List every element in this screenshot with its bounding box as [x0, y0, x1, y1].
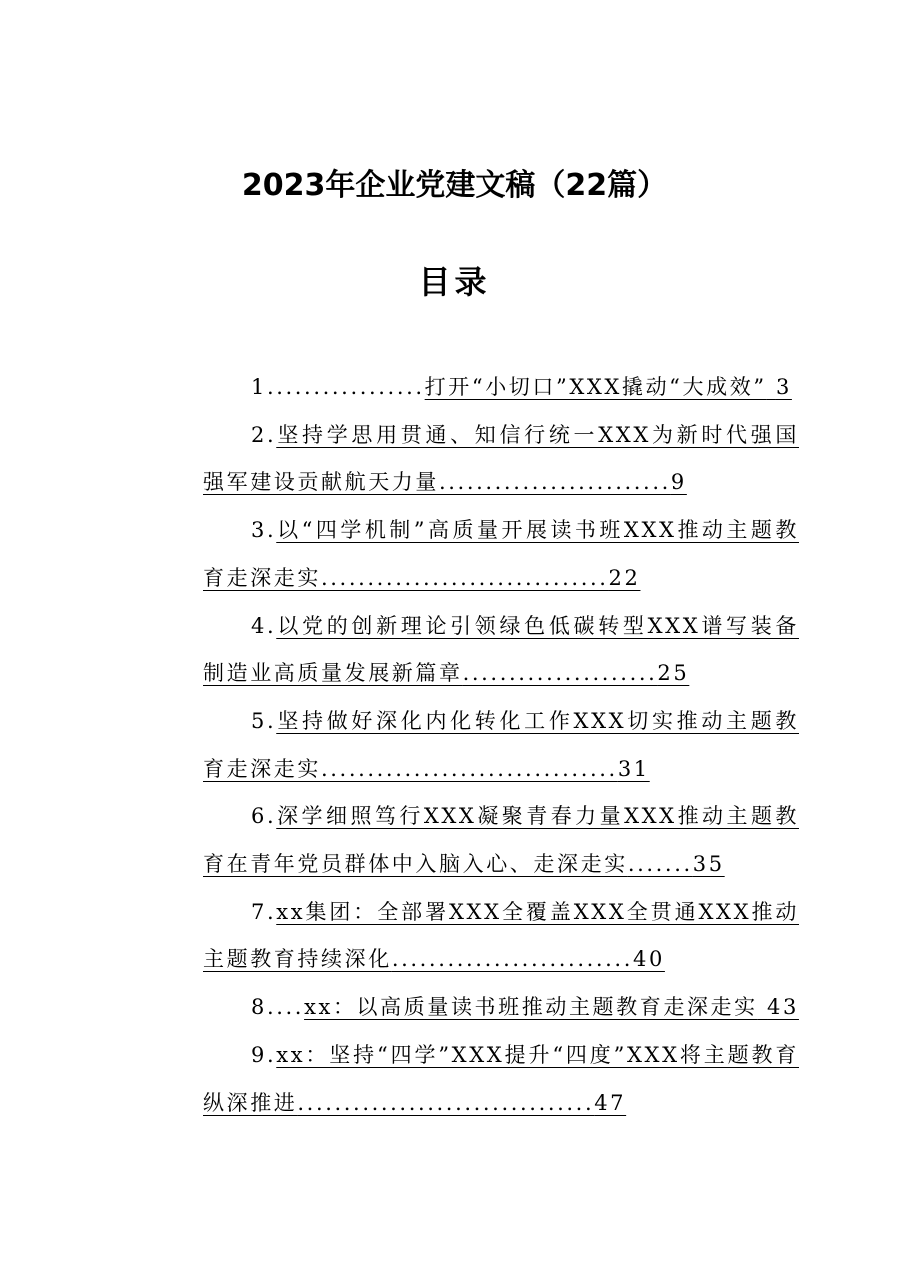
toc-entry[interactable]	[203, 1032, 799, 1127]
document-title: 2023年企业党建文稿（22篇）	[241, 168, 668, 203]
toc-entry-link[interactable]	[203, 1043, 799, 1115]
toc-entry-number: 4.	[251, 613, 277, 638]
toc-entry[interactable]	[203, 603, 799, 698]
toc-entry-leader: .......	[627, 852, 693, 877]
toc-entry-leader: .........................	[439, 470, 671, 495]
toc-entry[interactable]	[203, 793, 799, 888]
toc-entry-title: xx：坚持“四学”XXX提升“四度”XXX将主题教育纵深推进	[203, 1042, 799, 1115]
toc-entry-link[interactable]	[203, 709, 799, 781]
toc-entry-number: 5.	[251, 708, 277, 733]
toc-entry-leader: ...............................	[321, 565, 609, 590]
toc-entry-number: 2.	[251, 422, 277, 447]
toc-entry-number: 8....	[251, 995, 305, 1020]
toc-entry-page: 43	[767, 995, 799, 1020]
toc-entry-page: 9	[670, 470, 687, 495]
toc-entry-page: 25	[657, 661, 690, 686]
toc-entry-title: 以“四学机制”高质量开展读书班XXX推动主题教育走深走实	[203, 518, 799, 590]
toc-entry-title: 坚持学思用贯通、知信行统一XXX为新时代强国强军建设贡献航天力量	[203, 422, 799, 495]
toc-entry-title: 坚持做好深化内化转化工作XXX切实推动主题教育走深走实	[203, 708, 799, 781]
toc-entry[interactable]	[203, 698, 799, 793]
toc-entry-page: 40	[632, 947, 665, 972]
toc-entry-page: 3	[775, 375, 792, 399]
toc-entry-number: 7.	[251, 899, 277, 924]
toc-entry-link[interactable]	[203, 518, 799, 590]
toc-entry[interactable]	[203, 412, 799, 507]
toc-entry-page: 47	[594, 1090, 627, 1115]
toc-entry-link[interactable]	[203, 423, 799, 495]
toc-entry-title: xx：以高质量读书班推动主题教育走深走实	[304, 995, 758, 1020]
toc-entry-title: xx集团：全部署XXX全覆盖XXX全贯通XXX推动主题教育持续深化	[203, 899, 799, 972]
toc-entry-leader: .....................	[462, 661, 658, 686]
table-of-contents	[203, 364, 799, 1127]
toc-entry[interactable]	[203, 507, 799, 602]
toc-entry-leader: ..........................	[391, 947, 633, 972]
toc-entry-title: 深学细照笃行XXX凝聚青春力量XXX推动主题教育在青年党员群体中入脑入心、走深走实	[203, 804, 799, 877]
toc-heading: 目录	[418, 263, 491, 301]
toc-entry[interactable]	[203, 984, 799, 1032]
toc-entry-number: 9.	[251, 1042, 277, 1067]
toc-entry-leader: ................................	[321, 756, 618, 781]
toc-entry-number: 3.	[251, 518, 277, 543]
toc-entry[interactable]	[203, 889, 799, 984]
toc-entry-link[interactable]	[304, 995, 799, 1019]
toc-entry-link[interactable]	[203, 804, 799, 876]
toc-entry-page: 35	[692, 852, 725, 877]
toc-entry-page: 31	[617, 756, 650, 781]
toc-entry-link[interactable]	[203, 900, 799, 972]
toc-entry-leader: ................................	[297, 1090, 595, 1115]
toc-entry-link[interactable]	[203, 614, 799, 686]
toc-entry-link[interactable]	[425, 375, 792, 399]
toc-entry-page: 22	[608, 565, 641, 590]
toc-entry-title: 打开“小切口”XXX撬动“大成效”	[424, 375, 767, 399]
toc-entry-number: 1.................	[251, 375, 425, 399]
toc-entry-title: 以党的创新理论引领绿色低碳转型XXX谱写装备制造业高质量发展新篇章	[203, 613, 799, 686]
toc-entry-number: 6.	[251, 804, 277, 829]
toc-entry[interactable]	[203, 364, 799, 412]
